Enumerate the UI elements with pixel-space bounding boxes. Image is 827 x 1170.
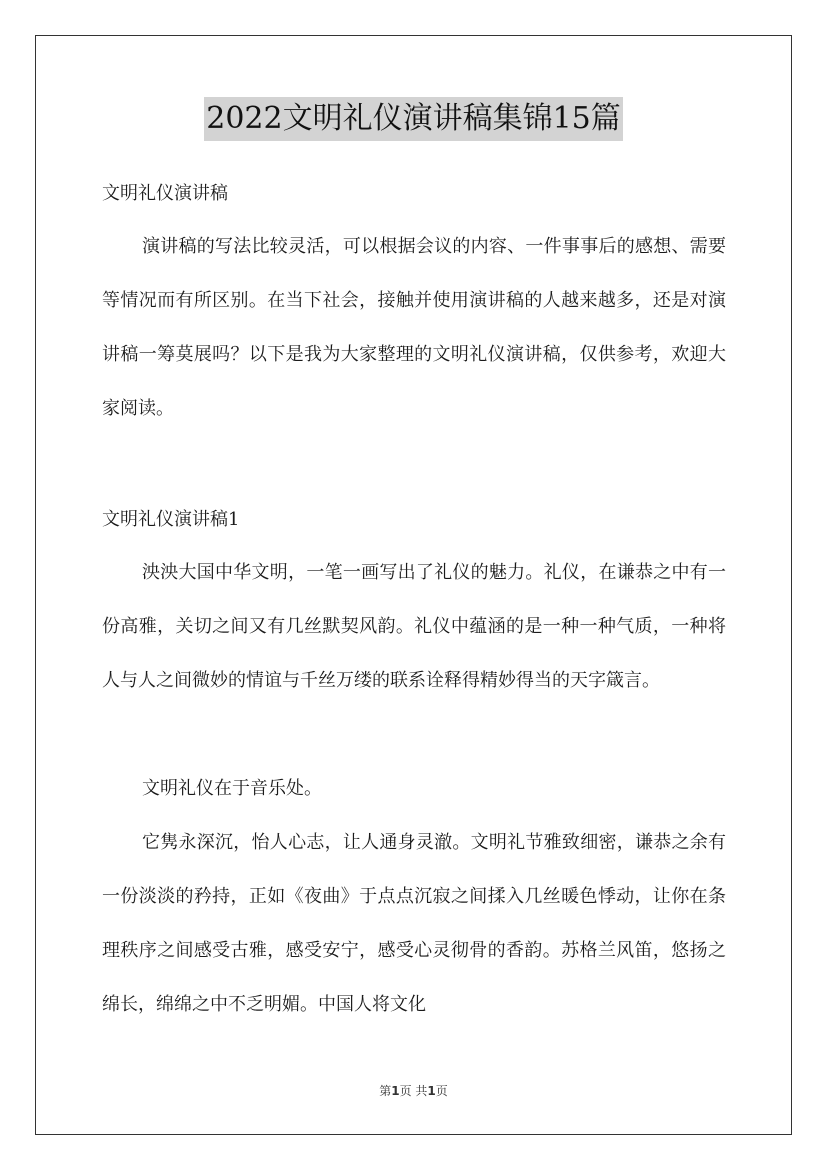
footer-page-suffix: 页 — [435, 1084, 448, 1098]
paragraph-intro: 演讲稿的写法比较灵活，可以根据会议的内容、一件事事后的感想、需要等情况而有所区别。在当下社会，接触并使用演讲稿的人越来越多，还是对演讲稿一筹莫展吗？以下是我为大家整理的文明礼仪演讲稿，仅供参考，欢迎大家阅读。 — [102, 236, 726, 419]
footer-page-mid: 页 共 — [399, 1084, 428, 1098]
footer-page-current: 1 — [391, 1084, 400, 1098]
paragraph-speech-1-c: 它隽永深沉，怡人心志，让人通身灵澈。文明礼节雅致细密，谦恭之余有一份淡淡的矜持，正如《夜曲》于点点沉寂之间揉入几丝暖色悸动，让你在条理秩序之间感受古雅，感受安宁，感受心灵彻骨的香韵。苏格兰风笛，悠扬之绵长，绵绵之中不乏明媚。中国人将文化 — [102, 832, 726, 1015]
paragraph-speech-1-a: 泱泱大国中华文明，一笔一画写出了礼仪的魅力。礼仪，在谦恭之中有一份高雅，关切之间又有几丝默契风韵。礼仪中蕴涵的是一种一种气质，一种将人与人之间微妙的情谊与千丝万缕的联系诠释得精妙得当的天字箴言。 — [102, 562, 726, 691]
paragraph-speech-1-b: 文明礼仪在于音乐处。 — [142, 778, 322, 799]
footer-page-prefix: 第 — [379, 1084, 392, 1098]
page-footer — [0, 1082, 827, 1099]
section-heading-speech-1: 文明礼仪演讲稿1 — [102, 509, 240, 530]
document-title: 2022文明礼仪演讲稿集锦15篇 — [204, 97, 623, 141]
title-container — [0, 97, 827, 141]
section-heading-intro: 文明礼仪演讲稿 — [102, 183, 228, 204]
footer-page-total: 1 — [427, 1084, 436, 1098]
